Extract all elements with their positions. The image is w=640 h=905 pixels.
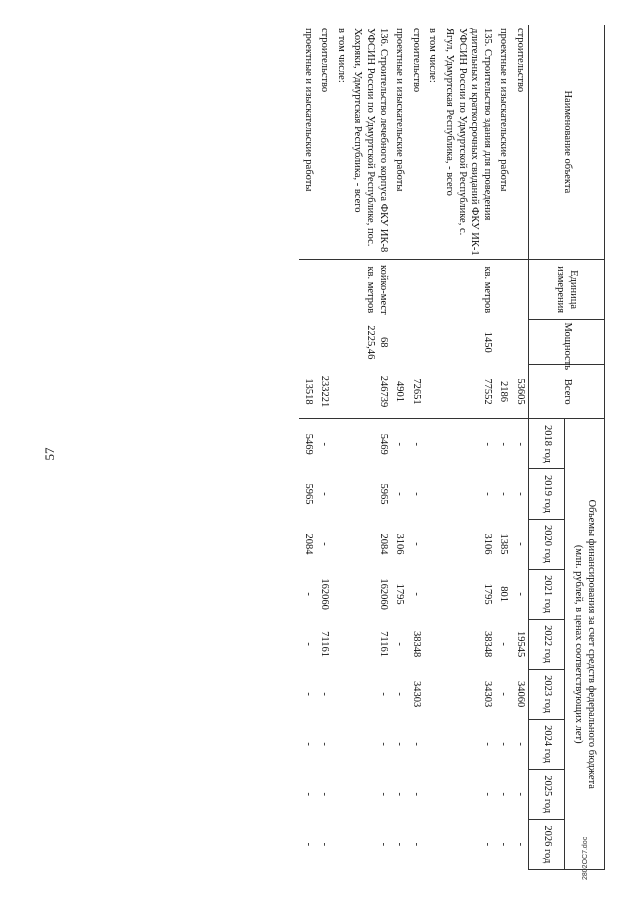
year-value-cell: 5469 xyxy=(302,433,314,455)
year-value-cell: - xyxy=(302,642,314,646)
year-value-cell: 5965 xyxy=(302,483,314,505)
year-value-cell xyxy=(332,619,349,669)
unit-cell: кв. метров xyxy=(481,266,493,314)
year-value-cell: - xyxy=(319,842,331,847)
year-value-cell xyxy=(424,819,441,869)
document-code: 2802OC7.doc xyxy=(582,836,589,880)
funding-subtitle: (млн. рублей, в ценах соответствующих лет) xyxy=(573,544,585,744)
header-year-2026: 2026 год xyxy=(529,819,565,869)
year-value-cell: - xyxy=(377,742,389,746)
total-cell: 246739 xyxy=(349,365,391,419)
year-value-cell: 3106 xyxy=(394,533,406,555)
table-row xyxy=(511,25,528,870)
object-name-cell: проектные и изыскательские работы xyxy=(299,25,316,259)
funding-title: Объемы финансирования за счет средств федерального бюджета xyxy=(586,499,598,789)
year-value-cell: - xyxy=(302,692,314,696)
year-value-cell: - xyxy=(302,592,314,596)
year-value-cell: - xyxy=(498,442,510,446)
table-row xyxy=(424,25,441,870)
year-value-cell: 5965 xyxy=(377,483,389,505)
year-value-cell: 1795 xyxy=(394,583,406,605)
header-year-2019: 2019 год xyxy=(529,469,565,519)
year-value-cell xyxy=(332,669,349,719)
year-value-cell: - xyxy=(498,742,510,746)
year-value-cell xyxy=(332,719,349,769)
year-value-cell xyxy=(424,769,441,819)
year-value-cell: - xyxy=(515,842,526,847)
total-cell: 233221 xyxy=(316,365,333,419)
year-value-cell: - xyxy=(377,792,389,796)
year-value-cell: - xyxy=(394,442,406,446)
unit-cell xyxy=(332,259,349,320)
year-value-cell: - xyxy=(481,492,493,496)
year-value-cell: 3106 xyxy=(481,533,493,555)
object-name-cell: строительство xyxy=(511,25,528,259)
year-value-cell: 38348 xyxy=(481,630,493,658)
year-value-cell: - xyxy=(498,642,510,646)
capacity-cell xyxy=(332,320,349,365)
year-value-cell: - xyxy=(410,592,422,596)
header-year-2018: 2018 год xyxy=(529,419,565,469)
year-value-cell: 1795 xyxy=(481,583,493,605)
year-value-cell: 162060 xyxy=(377,578,389,610)
table-row xyxy=(440,25,494,870)
header-year-2021: 2021 год xyxy=(529,569,565,619)
header-year-2023: 2023 год xyxy=(529,669,565,719)
year-value-cell: - xyxy=(515,492,526,496)
year-value-cell: 2084 xyxy=(377,533,389,555)
year-value-cell xyxy=(424,719,441,769)
year-value-cell: 34303 xyxy=(481,681,493,708)
header-name: Наименование объекта xyxy=(529,25,605,259)
page-number: 57 xyxy=(42,447,57,461)
year-value-cell: - xyxy=(498,792,510,796)
year-value-cell: 162060 xyxy=(319,578,331,610)
year-value-cell: 2084 xyxy=(302,533,314,555)
financing-table xyxy=(299,25,605,870)
table-row xyxy=(332,25,349,870)
table-row xyxy=(495,25,512,870)
capacity-cell xyxy=(424,320,441,365)
year-value-cell: 38348 xyxy=(410,630,422,658)
year-value-cell: - xyxy=(410,792,422,796)
total-cell xyxy=(424,365,441,419)
total-cell: 4901 xyxy=(391,365,408,419)
year-value-cell xyxy=(332,819,349,869)
object-name-cell: строительство xyxy=(316,25,333,259)
capacity-cell xyxy=(407,320,424,365)
header-year-2025: 2025 год xyxy=(529,769,565,819)
year-value-cell: 71161 xyxy=(319,631,331,658)
year-value-cell: - xyxy=(394,642,406,646)
year-value-cell: - xyxy=(410,442,422,446)
capacity-cell xyxy=(299,320,316,365)
year-value-cell: - xyxy=(302,742,314,746)
capacity-cell xyxy=(495,320,512,365)
year-value-cell: - xyxy=(515,742,526,746)
unit-cell xyxy=(511,259,528,320)
object-name-cell: 136. Строительство лечебного корпуса ФКУ ИК-8 УФСИН России по Удмуртской Республике, пос. Хохряки, Удмуртская Республика, - всего xyxy=(349,25,391,259)
year-value-cell: - xyxy=(394,692,406,696)
table-row xyxy=(316,25,333,870)
year-value-cell: - xyxy=(498,492,510,496)
year-value-cell: - xyxy=(377,692,389,696)
object-name-cell: проектные и изыскательские работы xyxy=(391,25,408,259)
total-cell: 77552 xyxy=(440,365,494,419)
year-value-cell xyxy=(332,469,349,519)
unit-cell xyxy=(424,259,441,320)
year-value-cell: 71161 xyxy=(377,631,389,658)
unit-cell xyxy=(495,259,512,320)
total-cell: 72651 xyxy=(407,365,424,419)
unit-cell xyxy=(299,259,316,320)
total-cell: 53605 xyxy=(511,365,528,419)
year-value-cell: - xyxy=(481,442,493,446)
table-row xyxy=(407,25,424,870)
unit-cell xyxy=(391,259,408,320)
year-value-cell: - xyxy=(302,792,314,796)
header-total: Всего xyxy=(529,365,605,419)
year-value-cell xyxy=(332,419,349,469)
header-funding xyxy=(565,419,605,870)
year-value-cell: - xyxy=(481,792,493,796)
year-value-cell: - xyxy=(410,492,422,496)
year-value-cell: - xyxy=(481,742,493,746)
year-value-cell: - xyxy=(319,442,331,446)
capacity-cell xyxy=(316,320,333,365)
table-row xyxy=(299,25,316,870)
year-value-cell: - xyxy=(515,542,526,546)
year-value-cell: 801 xyxy=(498,586,510,602)
total-cell xyxy=(332,365,349,419)
year-value-cell: - xyxy=(481,842,493,847)
unit-cell xyxy=(407,259,424,320)
year-value-cell: - xyxy=(515,592,526,596)
year-value-cell: - xyxy=(498,842,510,847)
year-value-cell: - xyxy=(394,742,406,746)
header-year-2022: 2022 год xyxy=(529,619,565,669)
year-value-cell xyxy=(332,569,349,619)
header-year-2024: 2024 год xyxy=(529,719,565,769)
year-value-cell: - xyxy=(394,842,406,847)
year-value-cell: - xyxy=(498,692,510,696)
year-value-cell: - xyxy=(377,842,389,847)
total-cell: 2186 xyxy=(495,365,512,419)
year-value-cell: 34060 xyxy=(515,681,526,708)
year-value-cell: - xyxy=(410,542,422,546)
year-value-cell: - xyxy=(319,792,331,796)
year-value-cell: - xyxy=(319,692,331,696)
year-value-cell: - xyxy=(410,842,422,847)
table-row xyxy=(391,25,408,870)
header-unit: Единица измерения xyxy=(529,259,605,320)
object-name-cell: проектные и изыскательские работы xyxy=(495,25,512,259)
year-value-cell: - xyxy=(394,792,406,796)
year-value-cell: - xyxy=(394,492,406,496)
year-value-cell xyxy=(424,469,441,519)
table-row xyxy=(349,25,391,870)
year-value-cell xyxy=(424,519,441,569)
unit-cell xyxy=(316,259,333,320)
object-name-cell: 135. Строительство здания для проведения длительных и краткосрочных свиданий ФКУ ИК-1 УФСИН России по Удмуртской Республике, с. Ягул, Удмуртская Республика, - всего xyxy=(440,25,494,259)
year-value-cell: - xyxy=(319,492,331,496)
year-value-cell: - xyxy=(319,542,331,546)
year-value-cell: 19545 xyxy=(515,630,526,658)
object-name-cell: в том числе: xyxy=(424,25,441,259)
year-value-cell: 1385 xyxy=(498,533,510,555)
year-value-cell: 5469 xyxy=(377,433,389,455)
year-value-cell: 34303 xyxy=(410,681,422,708)
header-capacity: Мощность xyxy=(529,320,605,365)
year-value-cell xyxy=(332,769,349,819)
year-value-cell: - xyxy=(515,442,526,446)
unit-cell: койко-мест кв. метров xyxy=(365,265,389,315)
year-value-cell xyxy=(332,519,349,569)
year-value-cell xyxy=(424,619,441,669)
year-value-cell: - xyxy=(302,842,314,847)
year-value-cell xyxy=(424,569,441,619)
year-value-cell: - xyxy=(319,742,331,746)
year-value-cell: - xyxy=(410,742,422,746)
header-year-2020: 2020 год xyxy=(529,519,565,569)
rotated-table-container xyxy=(65,25,605,870)
object-name-cell: строительство xyxy=(407,25,424,259)
year-value-cell xyxy=(424,669,441,719)
capacity-cell: 68 2225,46 xyxy=(365,325,389,360)
object-name-cell: в том числе: xyxy=(332,25,349,259)
capacity-cell xyxy=(391,320,408,365)
total-cell: 13518 xyxy=(299,365,316,419)
capacity-cell xyxy=(511,320,528,365)
capacity-cell: 1450 xyxy=(481,331,493,353)
year-value-cell xyxy=(424,419,441,469)
year-value-cell: - xyxy=(515,792,526,796)
